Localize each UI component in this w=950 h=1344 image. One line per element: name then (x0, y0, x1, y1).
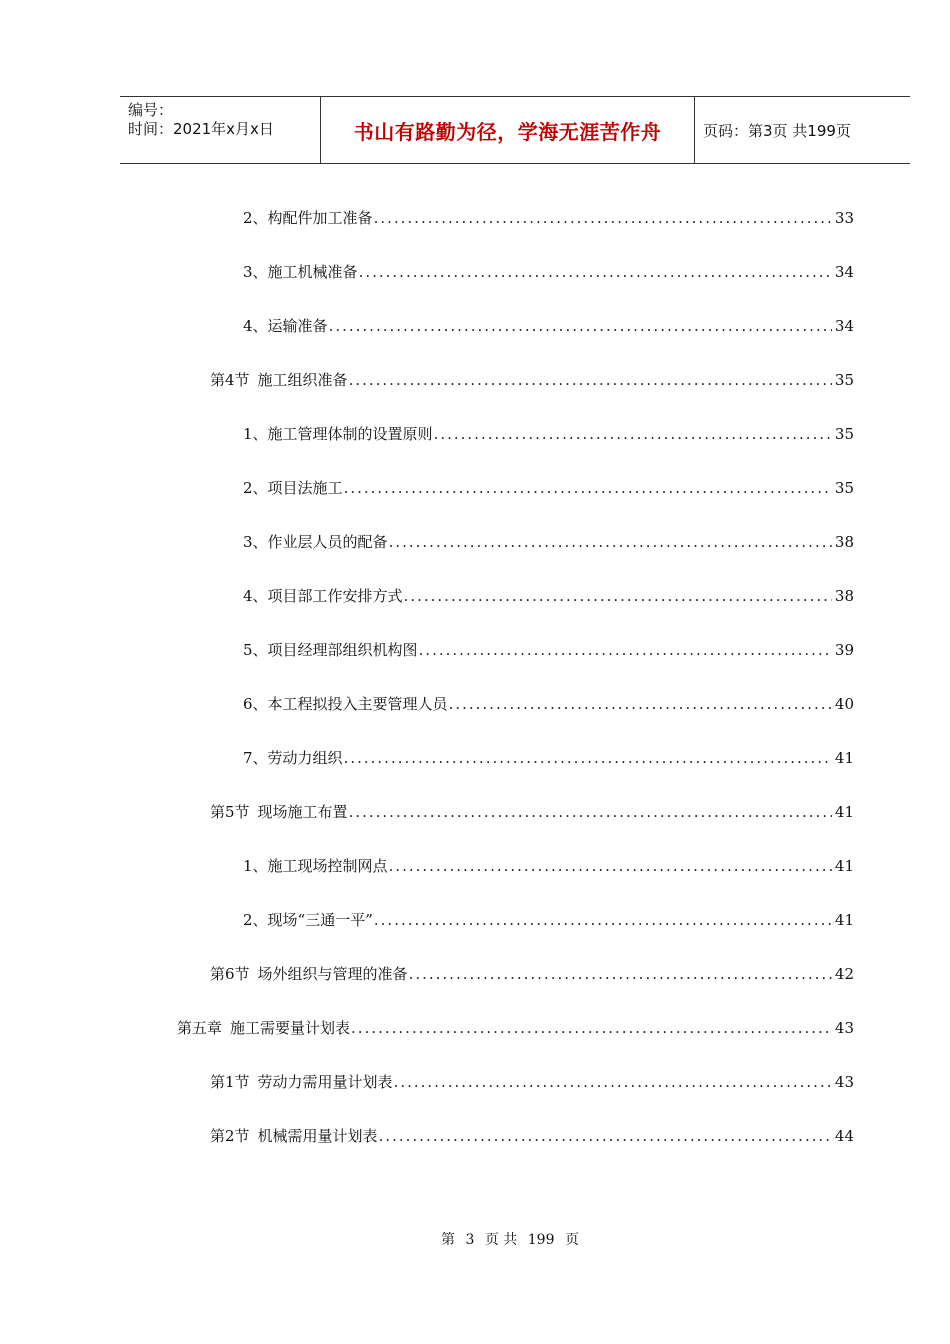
toc-entry[interactable] (210, 802, 854, 822)
toc-entry[interactable] (210, 370, 854, 390)
toc-entry[interactable] (243, 586, 854, 606)
toc-entry[interactable] (210, 1072, 854, 1092)
toc-leader-dots (449, 694, 832, 714)
toc-entry-number: 3、 (243, 533, 268, 551)
toc-entry-number: 2、 (243, 911, 268, 929)
toc-entry[interactable] (243, 316, 854, 336)
toc-entry[interactable] (243, 856, 854, 876)
footer-middle: 页 共 (484, 1232, 518, 1248)
header-page-info: 页码：第3页 共199页 (703, 121, 851, 140)
toc-leader-dots (409, 964, 832, 984)
footer-current-page: 3 (465, 1232, 475, 1248)
header-motto: 书山有路勤为径，学海无涯苦作舟 (353, 119, 662, 144)
toc-leader-dots (329, 316, 832, 336)
toc-entry-page-number: 39 (834, 641, 854, 659)
toc-entry-page-number: 41 (834, 911, 854, 929)
toc-entry-page-number: 35 (834, 425, 854, 443)
document-number-label: 编号： (128, 101, 174, 119)
header-meta-cell (120, 97, 321, 163)
toc-entry[interactable] (210, 964, 854, 984)
toc-entry-number: 第五章 (177, 1019, 223, 1037)
toc-entry-title: 劳动力需用量计划表 (257, 1073, 393, 1091)
page-footer (0, 1229, 950, 1249)
footer-prefix: 第 (441, 1232, 456, 1248)
toc-entry-title: 场外组织与管理的准备 (257, 965, 408, 983)
toc-entry[interactable] (210, 1126, 854, 1146)
toc-entry-title: 劳动力组织 (267, 749, 343, 767)
toc-entry-title: 施工组织准备 (257, 371, 348, 389)
toc-entry-title: 运输准备 (267, 317, 328, 335)
toc-entry[interactable] (243, 478, 854, 498)
toc-entry[interactable] (243, 262, 854, 282)
toc-entry-page-number: 38 (834, 587, 854, 605)
toc-entry[interactable] (243, 694, 854, 714)
toc-entry-number: 4、 (243, 587, 268, 605)
document-time-label: 时间：2021年x月x日 (128, 120, 274, 138)
toc-entry-title: 施工机械准备 (267, 263, 358, 281)
toc-entry-page-number: 33 (834, 209, 854, 227)
toc-leader-dots (374, 910, 832, 930)
toc-entry[interactable] (243, 748, 854, 768)
toc-leader-dots (344, 478, 832, 498)
toc-entry-number: 7、 (243, 749, 268, 767)
toc-entry-page-number: 34 (834, 263, 854, 281)
page-header (120, 96, 910, 164)
toc-entry-number: 3、 (243, 263, 268, 281)
toc-leader-dots (374, 208, 832, 228)
toc-leader-dots (344, 748, 832, 768)
toc-entry-page-number: 40 (834, 695, 854, 713)
header-page-info-cell (695, 97, 910, 163)
toc-entry[interactable] (243, 424, 854, 444)
toc-entry-page-number: 41 (834, 749, 854, 767)
toc-entry-title: 项目经理部组织机构图 (267, 641, 418, 659)
footer-suffix: 页 (564, 1232, 579, 1248)
toc-entry-number: 1、 (243, 425, 268, 443)
toc-entry[interactable] (243, 208, 854, 228)
toc-entry-page-number: 35 (834, 479, 854, 497)
toc-entry-page-number: 43 (834, 1073, 854, 1091)
toc-entry-title: 本工程拟投入主要管理人员 (267, 695, 448, 713)
toc-entry-number: 5、 (243, 641, 268, 659)
toc-entry-number: 第5节 (210, 803, 250, 821)
toc-entry-page-number: 38 (834, 533, 854, 551)
toc-entry-number: 4、 (243, 317, 268, 335)
toc-entry-number: 2、 (243, 479, 268, 497)
toc-entry-number: 第2节 (210, 1127, 250, 1145)
footer-total-pages: 199 (527, 1232, 555, 1248)
toc-leader-dots (349, 370, 832, 390)
toc-entry-page-number: 41 (834, 803, 854, 821)
toc-entry-title: 施工需要量计划表 (230, 1019, 351, 1037)
toc-leader-dots (349, 802, 832, 822)
toc-leader-dots (419, 640, 832, 660)
toc-entry-page-number: 44 (834, 1127, 854, 1145)
toc-leader-dots (359, 262, 832, 282)
toc-leader-dots (404, 586, 832, 606)
toc-entry-title: 作业层人员的配备 (267, 533, 388, 551)
toc-entry-number: 1、 (243, 857, 268, 875)
toc-entry-title: 项目法施工 (267, 479, 343, 497)
toc-entry-page-number: 43 (834, 1019, 854, 1037)
toc-entry-number: 2、 (243, 209, 268, 227)
toc-entry-number: 第1节 (210, 1073, 250, 1091)
toc-entry-page-number: 34 (834, 317, 854, 335)
toc-entry-title: 施工现场控制网点 (267, 857, 388, 875)
toc-entry[interactable] (177, 1018, 854, 1038)
toc-leader-dots (379, 1126, 832, 1146)
toc-entry[interactable] (243, 532, 854, 552)
toc-entry-page-number: 35 (834, 371, 854, 389)
toc-entry-number: 6、 (243, 695, 268, 713)
toc-entry-title: 施工管理体制的设置原则 (267, 425, 433, 443)
toc-entry-title: 现场“三通一平” (267, 911, 373, 929)
toc-entry-page-number: 42 (834, 965, 854, 983)
toc-leader-dots (389, 856, 832, 876)
toc-entry-number: 第6节 (210, 965, 250, 983)
toc-entry-title: 机械需用量计划表 (257, 1127, 378, 1145)
toc-entry-title: 项目部工作安排方式 (267, 587, 403, 605)
toc-entry[interactable] (243, 640, 854, 660)
toc-entry-page-number: 41 (834, 857, 854, 875)
toc-leader-dots (389, 532, 832, 552)
toc-entry-title: 构配件加工准备 (267, 209, 373, 227)
toc-leader-dots (434, 424, 832, 444)
toc-leader-dots (394, 1072, 832, 1092)
toc-leader-dots (351, 1018, 832, 1038)
header-motto-cell (321, 97, 695, 163)
toc-entry[interactable] (243, 910, 854, 930)
toc-entry-title: 现场施工布置 (257, 803, 348, 821)
toc-entry-number: 第4节 (210, 371, 250, 389)
